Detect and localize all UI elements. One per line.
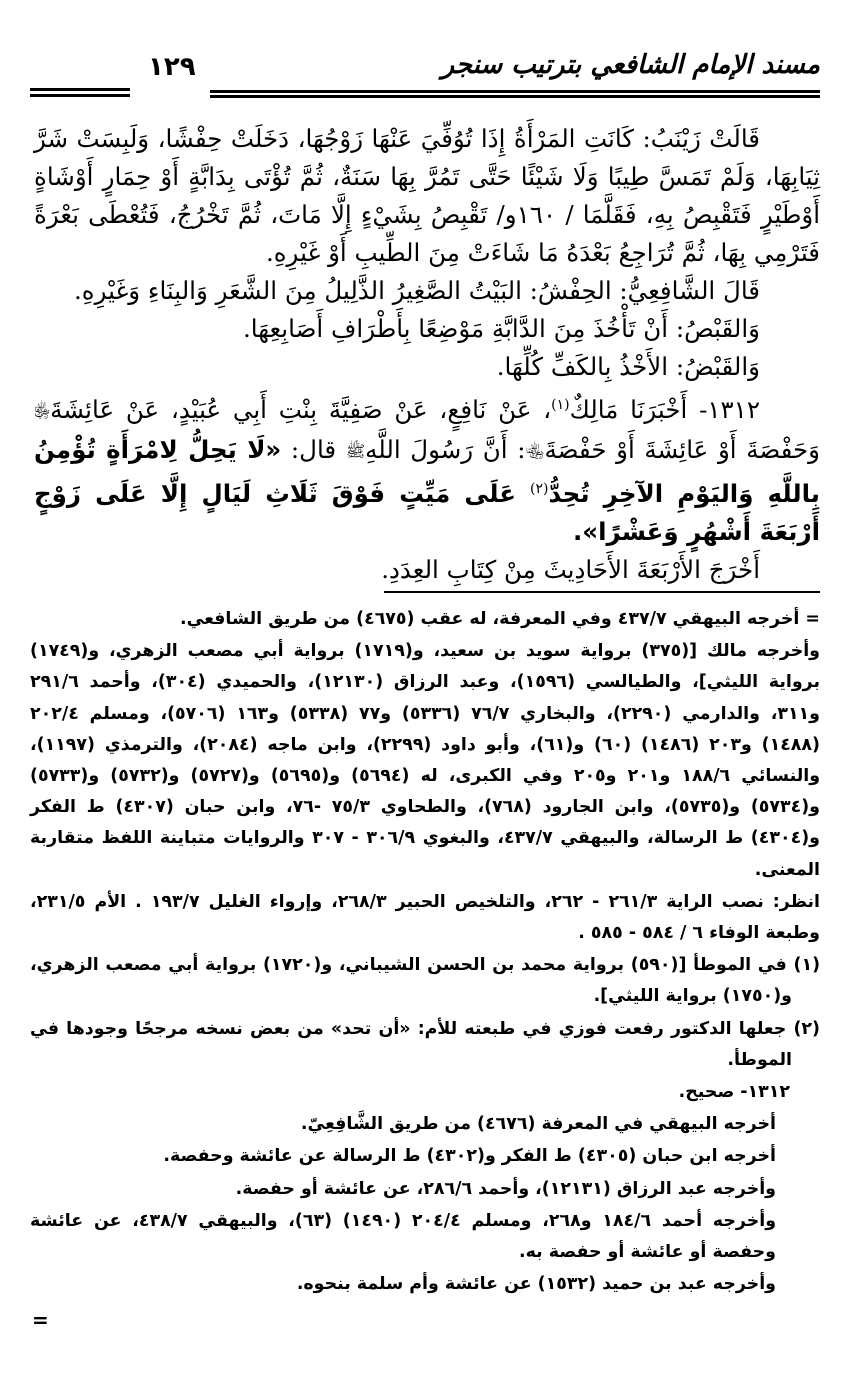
footnote-takhrij-list: وأخرجه مالك [(٣٧٥) برواية سويد بن سعيد، و(١٧١٩) برواية أبي مصعب الزهري، و(١٧٤٩) برواية الليثي]، والطيالسي (١٥٩٦)، وعبد الرزاق (١٢١٣٠)، والحميدي (٣٠٤)، وأحمد ٢٩١/٦ و٣١١، والدارمي (٢٢٩٠)، والبخاري ٧٦/٧ (٥٣٣٦) و٧٧ (٥٣٣٨) و١٦٣ (٥٧٠٦)، ومسلم ٢٠٢/٤ (١٤٨٨) و٢٠٣ (١٤٨٦) (٦٠) و(٦١)، وأبو داود (٢٢٩٩)، وابن ماجه (٢٠٨٤)، والترمذي (١١٩٧)، والنسائي ١٨٨/٦ و٢٠١ و٢٠٥ وفي الكبرى، له (٥٦٩٤) و(٥٦٩٥) و(٥٧٢٧) و(٥٧٣٢) و(٥٧٣٣) و(٥٧٣٤) و(٥٧٣٥)، وابن الجارود (٧٦٨)، والطحاوي ٧٥/٣ -٧٦، وابن حبان (٤٣٠٧) ط الفكر و(٤٣٠٤) ط الرسالة، والبيهقي ٤٣٧/٧، والبغوي ٣٠٦/٩ - ٣٠٧ والروايات متباينة اللفظ متقاربة المعنى. bbox=[30, 641, 821, 880]
footnote-takhrij-continued: = أخرجه البيهقي ٤٣٧/٧ وفي المعرفة، له عقب (٤٦٧٥) من طريق الشافعي. bbox=[180, 609, 820, 629]
hadith-said: قال: bbox=[281, 434, 346, 464]
footnote-source-abd-al-razzaq: وأخرجه عبد الرزاق (١٢١٣١)، وأحمد ٢٨٦/٦، عن عائشة أو حفصة. bbox=[235, 1178, 776, 1199]
chapter-note: أَخْرَجَ الأَرْبَعَةَ الأَحَادِيثَ مِنْ كِتَابِ العِدَدِ. bbox=[381, 555, 760, 585]
header-left-rule-bottom bbox=[30, 94, 130, 97]
main-text bbox=[34, 120, 820, 589]
hadith-attribution: : أَنَّ رَسُولَ اللَّهِ bbox=[365, 434, 526, 464]
header-double-rule bbox=[210, 90, 820, 98]
definition-qabs: وَالقَبْصُ: أَنْ تَأْخُذَ مِنَ الدَّابَّةِ مَوْضِعًا بِأَطْرَافِ أَصَابِعِهَا. bbox=[242, 314, 760, 343]
definition-qabd: وَالقَبْضُ: الأَخْذُ بِالكَفِّ كُلِّهَا. bbox=[496, 352, 760, 381]
footnote-see-also: انظر: نصب الراية ٢٦١/٣ - ٢٦٢، والتلخيص الحبير ٢٦٨/٣، وإرواء الغليل ١٩٣/٧ . الأم ٢٣١/٥، وطبعة الوفاء ٦ / ٥٨٤ - ٥٨٥ . bbox=[30, 891, 820, 944]
honorific-prophet: ﷺ bbox=[345, 441, 366, 461]
prophet-quote-part2: عَلَى مَيِّتٍ فَوْقَ ثَلَاثِ لَيَالٍ إِلَّا عَلَى زَوْجٍ أَرْبَعَةَ أَشْهُرٍ وَعَشْرًا». bbox=[34, 479, 820, 547]
continuation-mark: = bbox=[32, 1308, 49, 1332]
footnote-grade: ١٣١٢- صحيح. bbox=[678, 1082, 790, 1103]
footnote-source-ibn-hibban: أخرجه ابن حبان (٤٣٠٥) ط الفكر و(٤٣٠٢) ط الرسالة عن عائشة وحفصة. bbox=[163, 1146, 776, 1167]
footnote-source-bayhaqi: أخرجه البيهقي في المعرفة (٤٦٧٦) من طريق الشَّافِعِيّ. bbox=[300, 1114, 776, 1135]
page-header bbox=[30, 40, 820, 102]
footnote-source-ahmad: وأخرجه أحمد ١٨٤/٦ و٢٦٨، ومسلم ٢٠٤/٤ (١٤٩٠) (٦٣)، والبيهقي ٤٣٨/٧، عن عائشة وحفصة أو عائشة أو حفصة به. bbox=[30, 1210, 777, 1263]
running-title: مسند الإمام الشافعي بترتيب سنجر bbox=[441, 50, 820, 80]
footnote-ref-1: (١) bbox=[551, 397, 570, 413]
footnote-separator bbox=[384, 591, 820, 593]
narration-paragraph: قَالَتْ زَيْنَبُ: كَانَتِ المَرْأَةُ إِذَا تُوُفِّيَ عَنْهَا زَوْجُهَا، دَخَلَتْ حِفْشًا، وَلَبِسَتْ شَرَّ ثِيَابِهَا، وَلَمْ تَمَسَّ طِيبًا وَلَا شَيْئًا حَتَّى تَمُرَّ بِهَا سَنَةٌ، ثُمَّ تُؤْتَى بِدَابَّةٍ أَوْ حِمَارٍ أَوْشَاةٍ أَوْطَيْرٍ فَتَقْبِصُ بِهِ، فَقَلَّمَا / ١٦٠و/ تَقْبِصُ بِشَيْءٍ إِلَّا مَاتَ، ثُمَّ تَخْرُجُ، فَتُعْطَى بَعْرَةً فَتَرْمِي بِهَا، ثُمَّ تُرَاجِعُ بَعْدَهُ مَا شَاءَتْ مِنَ الطِّيبِ أَوْ غَيْرِهِ. bbox=[34, 124, 820, 267]
footnote-source-abd-ibn-humayd: وأخرجه عبد بن حميد (١٥٣٢) عن عائشة وأم سلمة بنحوه. bbox=[296, 1274, 776, 1295]
footnote-1: (١) في الموطأ [(٥٩٠) برواية محمد بن الحسن الشيباني، و(١٧٢٠) برواية أبي مصعب الزهري، و(١٧٥٠) برواية الليثي]. bbox=[30, 955, 821, 1007]
hadith-isnad: ١٣١٢- أَخْبَرَنَا مَالِكٌ bbox=[569, 395, 760, 425]
prophet-quote-part1: «لَا يَحِلُّ لِامْرَأَةٍ تُؤْمِنُ بِاللَّهِ وَاليَوْمِ الآخِرِ تُحِدُّ bbox=[34, 434, 820, 509]
hadith-isnad-continued: ، عَنْ نَافِعٍ، عَنْ صَفِيَّةَ بِنْتِ أَبِي عُبَيْدٍ، عَنْ عَائِشَةَ bbox=[50, 395, 552, 425]
footnote-ref-2: (٢) bbox=[530, 481, 549, 498]
shafii-comment: قَالَ الشَّافِعِيُّ: الحِفْشُ: البَيْتُ الصَّغِيرُ الذَّلِيلُ مِنَ الشَّعَرِ وَالبِنَاءِ وَغَيْرِهِ. bbox=[73, 276, 760, 305]
honorific-two: ﵄ bbox=[525, 441, 545, 461]
hadith-isnad-end: وَحَفْصَةَ أَوْ عَائِشَةَ أَوْ حَفْصَةَ bbox=[544, 434, 820, 464]
header-left-rule-top bbox=[30, 88, 130, 91]
page-number: ١٢٩ bbox=[148, 52, 196, 82]
honorific-aisha: ﵂ bbox=[34, 401, 51, 421]
footnotes bbox=[30, 604, 820, 1301]
footnote-2: (٢) جعلها الدكتور رفعت فوزي في طبعته للأم: «أن تحد» من بعض نسخه مرجحًا وجودها في الموطأ. bbox=[30, 1018, 820, 1070]
hadith-1312 bbox=[34, 386, 820, 551]
